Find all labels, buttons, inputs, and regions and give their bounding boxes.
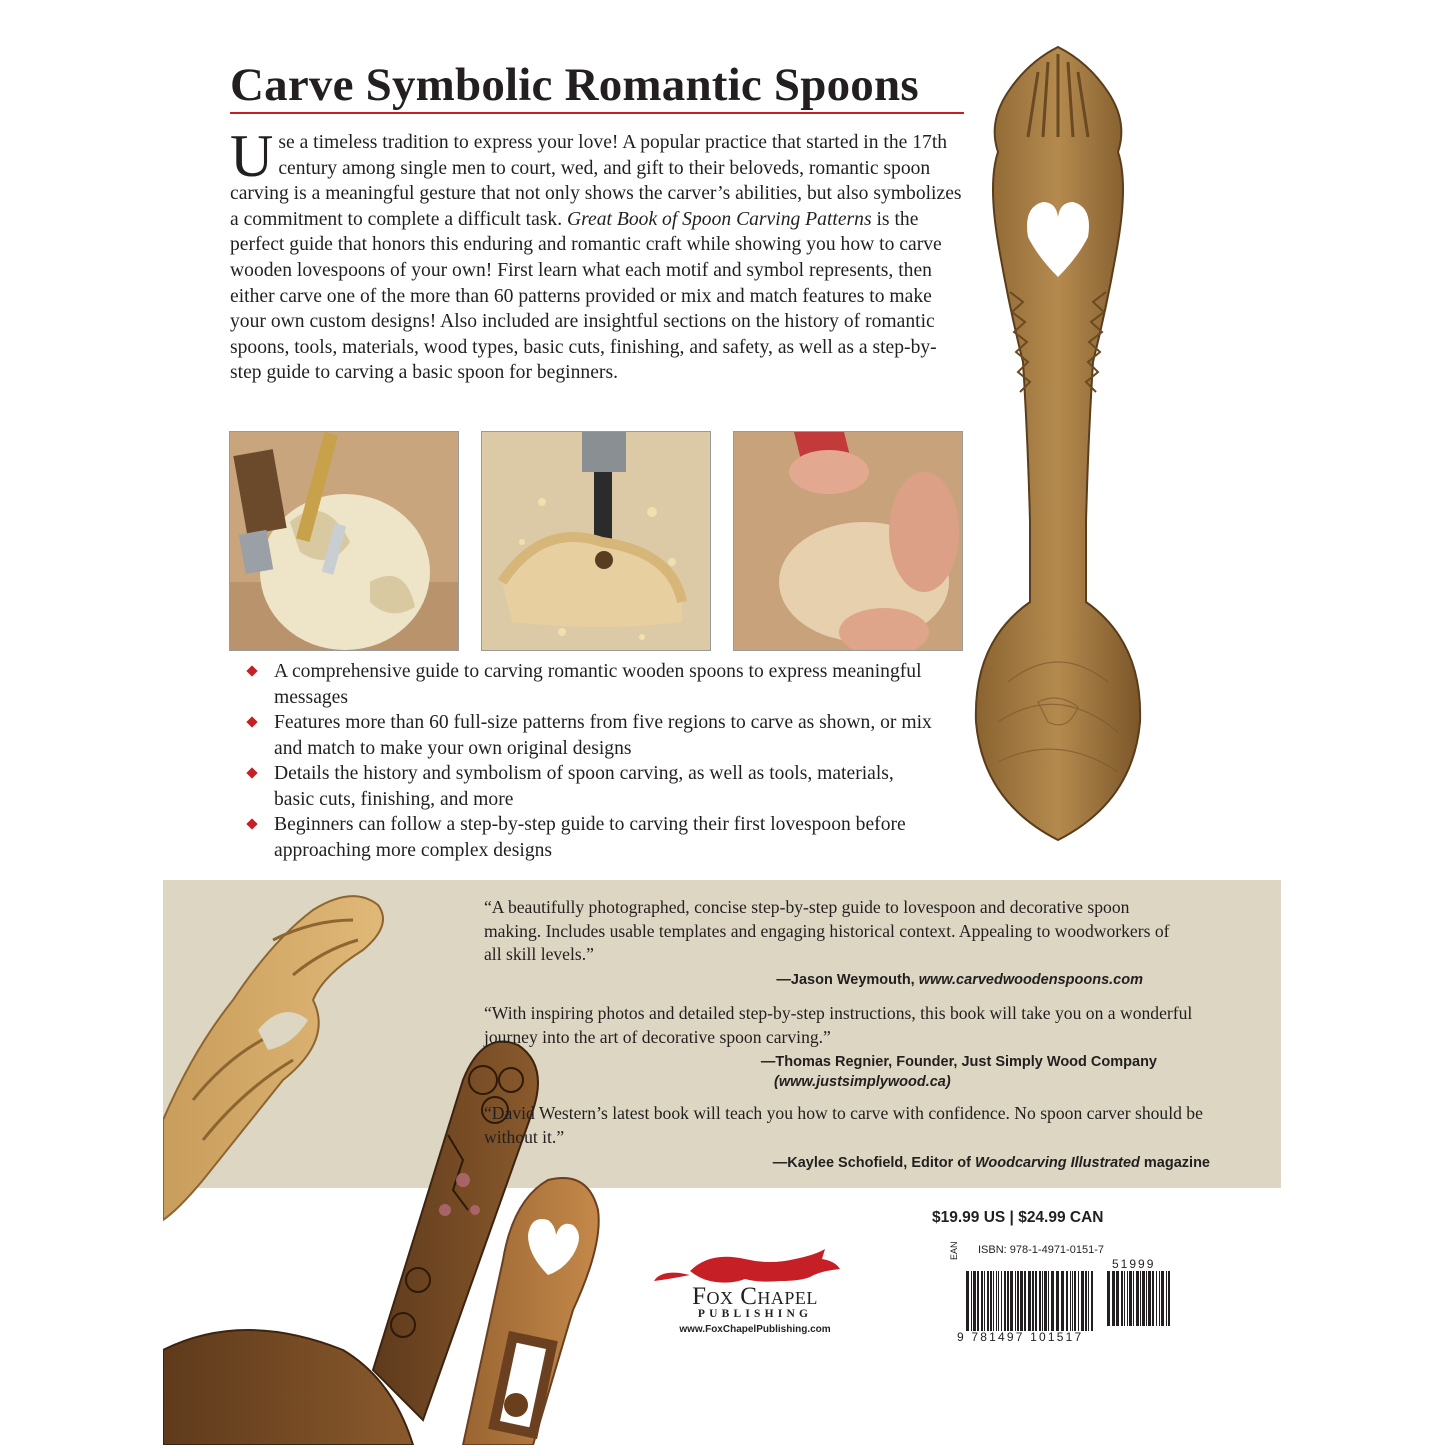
intro-paragraph	[230, 123, 968, 386]
drop-cap: U	[230, 123, 274, 189]
barcode-bar	[1032, 1271, 1034, 1331]
publisher-name: Fox Chapel	[692, 1283, 818, 1310]
barcode-bar	[1042, 1271, 1043, 1331]
barcode-bar	[1017, 1271, 1019, 1331]
intro-text-2: is the perfect guide that honors this enduring and romantic craft while showing you how to carve wooden lovespoons of your own! First learn what each motif and symbol represents, then either carve one of the more than 60 patterns provided or mix and match features to make your own custom designs! Also included are insightful sections on the history of romantic spoons, tools, materials, wood types, basic cuts, finishing, and safety, as well as a step-by-step guide to carving a basic spoon for beginners.	[230, 208, 942, 384]
publisher-subtitle: PUBLISHING	[697, 1308, 813, 1320]
diamond-bullet-icon	[246, 716, 257, 727]
barcode-bar	[1107, 1271, 1110, 1326]
barcode-bar	[1072, 1271, 1073, 1331]
isbn-label: ISBN: 978-1-4971-0151-7	[978, 1244, 1104, 1256]
testimonial-attribution-3: —Kaylee Schofield, Editor of Woodcarving Illustrated magazine	[772, 1155, 1210, 1171]
testimonial-attribution-2: —Thomas Regnier, Founder, Just Simply Wood Company	[760, 1054, 1157, 1070]
diamond-bullet-icon	[246, 818, 257, 829]
barcode-bar	[1091, 1271, 1093, 1331]
barcode-bar	[1015, 1271, 1016, 1331]
publisher-url: www.FoxChapelPublishing.com	[679, 1324, 831, 1335]
barcode-bar	[1168, 1271, 1170, 1326]
barcode-bar	[1129, 1271, 1132, 1326]
barcode-bar	[1116, 1271, 1119, 1326]
barcode-bar	[1088, 1271, 1089, 1331]
list-item: A comprehensive guide to carving romantic wooden spoons to express meaningful messages	[248, 659, 938, 710]
list-item: Beginners can follow a step-by-step guide to carving their first lovespoon before approaching more complex designs	[248, 812, 938, 863]
book-title-italic: Great Book of Spoon Carving Patterns	[567, 208, 872, 230]
barcode-bar	[1152, 1271, 1154, 1326]
barcode-bars-addon	[1107, 1271, 1171, 1326]
barcode-bar	[1066, 1271, 1068, 1331]
barcode-bar	[973, 1271, 976, 1331]
barcode-bar	[1142, 1271, 1145, 1326]
page-title: Carve Symbolic Romantic Spoons	[230, 59, 919, 111]
barcode-bar	[966, 1271, 969, 1331]
diamond-bullet-icon	[246, 665, 257, 676]
barcode-bar	[998, 1271, 999, 1331]
barcode-bar	[1148, 1271, 1151, 1326]
testimonial-quote-3: “David Western’s latest book will teach you how to carve with confidence. No spoon carver should be without it.”	[484, 1103, 1203, 1147]
barcode-bar	[996, 1271, 997, 1331]
heart-lovespoon-illustration	[968, 42, 1148, 842]
barcode-bar	[1048, 1271, 1049, 1331]
list-item: Details the history and symbolism of spoon carving, as well as tools, materials, basic cuts, finishing, and more	[248, 761, 938, 812]
barcode-bar	[1146, 1271, 1147, 1326]
price-label: $19.99 US | $24.99 CAN	[932, 1209, 1104, 1226]
barcode-bar	[1010, 1271, 1013, 1331]
feature-list	[248, 659, 938, 863]
barcode-price-code: 51999	[1112, 1257, 1156, 1271]
barcode-bar	[1024, 1271, 1026, 1331]
barcode-bar	[1166, 1271, 1167, 1326]
barcode-bar	[1039, 1271, 1041, 1331]
barcode-bar	[1061, 1271, 1064, 1331]
barcode-bar	[1085, 1271, 1087, 1331]
photo-drilling	[481, 431, 711, 651]
title-rule	[230, 112, 964, 114]
barcode-bar	[1070, 1271, 1071, 1331]
barcode-bar	[984, 1271, 985, 1331]
barcode-bar	[1007, 1271, 1009, 1331]
barcode-bar	[993, 1271, 994, 1331]
testimonial-attribution-1: —Jason Weymouth, www.carvedwoodenspoons.com	[776, 972, 1143, 988]
barcode-bars-main	[966, 1271, 1096, 1331]
barcode-bar	[1133, 1271, 1134, 1326]
intro-text-1: se a timeless tradition to express your love! A popular practice that started in the 17th century among single men to court, wed, and gift to their beloveds, romantic spoon carving is a meaningful gesture that not only shows the carver’s abilities, but also symbolizes a commitment to complete a difficult task.	[230, 132, 962, 230]
photo-sanding	[733, 431, 963, 651]
barcode-bar	[1124, 1271, 1125, 1326]
barcode-bar	[1001, 1271, 1002, 1331]
barcode-bar	[1044, 1271, 1047, 1331]
barcode-bar	[1081, 1271, 1084, 1331]
barcode-bar	[1136, 1271, 1139, 1326]
barcode-bar	[1127, 1271, 1128, 1326]
barcode-digits: 9 781497 101517	[957, 1330, 1084, 1344]
barcode-bar	[987, 1271, 989, 1331]
diamond-bullet-icon	[246, 767, 257, 778]
barcode-bar	[1159, 1271, 1160, 1326]
barcode-bar	[1035, 1271, 1037, 1331]
barcode-bar	[1121, 1271, 1123, 1326]
testimonial-source-2: (www.justsimplywood.ca)	[774, 1074, 951, 1090]
barcode-bar	[1004, 1271, 1006, 1331]
barcode-bar	[981, 1271, 983, 1331]
barcode-bar	[1140, 1271, 1141, 1326]
barcode-bar	[1078, 1271, 1079, 1331]
barcode-bar	[971, 1271, 972, 1331]
ean-label: EAN	[949, 1241, 959, 1260]
barcode-bar	[1156, 1271, 1157, 1326]
barcode-bar	[1028, 1271, 1031, 1331]
barcode-bar	[1161, 1271, 1164, 1326]
barcode-bar	[1020, 1271, 1023, 1331]
barcode-bar	[1112, 1271, 1115, 1326]
photo-gouge-carving	[229, 431, 459, 651]
barcode-bar	[1051, 1271, 1054, 1331]
barcode-bar	[1056, 1271, 1059, 1331]
testimonial-quote-2: “With inspiring photos and detailed step-by-step instructions, this book will take you on a wonderful journey into the art of decorative spoon carving.”	[484, 1003, 1193, 1047]
barcode-bar	[1074, 1271, 1076, 1331]
barcode-bar	[990, 1271, 992, 1331]
list-item: Features more than 60 full-size patterns from five regions to carve as shown, or mix and match to make your own original designs	[248, 710, 938, 761]
barcode-bar	[977, 1271, 979, 1331]
testimonial-quote-1: “A beautifully photographed, concise step-by-step guide to lovespoon and decorative spoon making. Includes usable templates and engaging historical context. Appealing to woodworkers of all skill levels.”	[484, 897, 1170, 964]
